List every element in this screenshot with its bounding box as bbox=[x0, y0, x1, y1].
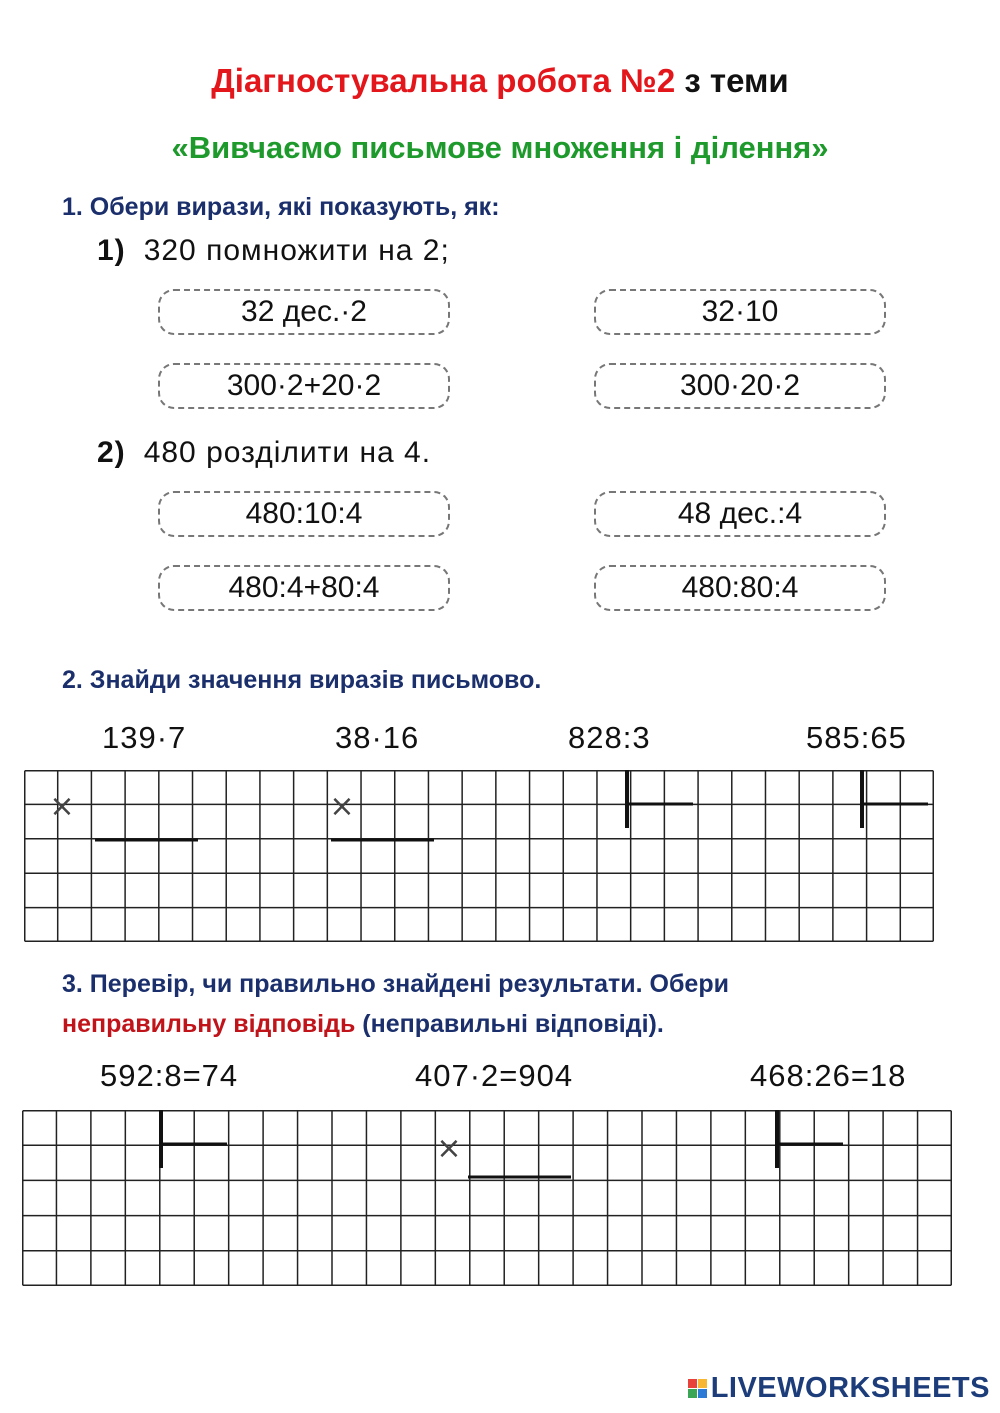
task2-expression-1: 139·7 bbox=[102, 720, 187, 755]
option-2-3[interactable]: 480:4+80:4 bbox=[158, 565, 450, 611]
task1-heading: 1. Обери вирази, які показують, як: bbox=[62, 193, 500, 221]
option-2-4[interactable]: 480:80:4 bbox=[594, 565, 886, 611]
part2-text: 480 розділити на 4. bbox=[143, 436, 432, 469]
task3-heading-line2 bbox=[62, 1010, 664, 1039]
task2-expression-4: 585:65 bbox=[806, 720, 907, 755]
task3-heading-red: неправильну відповідь bbox=[62, 1010, 356, 1038]
task3-expression-1: 592:8=74 bbox=[100, 1058, 239, 1093]
part2-number: 2) bbox=[97, 436, 126, 469]
worksheet-title bbox=[0, 62, 1000, 100]
option-2-2[interactable]: 48 дес.:4 bbox=[594, 491, 886, 537]
option-1-3[interactable]: 300·2+20·2 bbox=[158, 363, 450, 409]
grid-lines bbox=[25, 771, 934, 942]
part1-text: 320 помножити на 2; bbox=[143, 234, 450, 267]
option-2-1[interactable]: 480:10:4 bbox=[158, 491, 450, 537]
logo-blocks-icon bbox=[688, 1379, 707, 1398]
task2-expression-2: 38·16 bbox=[335, 720, 420, 755]
task1-part2 bbox=[97, 436, 431, 470]
logo-text: LIVEWORKSHEETS bbox=[710, 1372, 990, 1404]
task2-heading: 2. Знайди значення виразів письмово. bbox=[62, 666, 542, 694]
task2-answer-grid[interactable] bbox=[24, 770, 934, 942]
task2-expression-3: 828:3 bbox=[568, 720, 651, 755]
title-suffix: з теми bbox=[684, 62, 789, 99]
multiply-sign-icon: × bbox=[436, 1131, 462, 1166]
option-1-1[interactable]: 32 дес.·2 bbox=[158, 289, 450, 335]
task3-answer-grid[interactable] bbox=[22, 1110, 952, 1286]
task3-expression-3: 468:26=18 bbox=[750, 1058, 907, 1093]
multiply-sign-icon: × bbox=[329, 789, 355, 824]
task3-heading-tail: (неправильні відповіді). bbox=[362, 1010, 664, 1038]
task3-expression-2: 407·2=904 bbox=[415, 1058, 574, 1093]
option-1-4[interactable]: 300·20·2 bbox=[594, 363, 886, 409]
part1-number: 1) bbox=[97, 234, 126, 267]
option-1-2[interactable]: 32·10 bbox=[594, 289, 886, 335]
task1-part1 bbox=[97, 234, 450, 268]
title-main: Діагностувальна робота №2 bbox=[211, 62, 676, 99]
multiply-sign-icon: × bbox=[49, 789, 75, 824]
worksheet-subtitle: «Вивчаємо письмове множення і ділення» bbox=[171, 130, 829, 165]
liveworksheets-logo[interactable] bbox=[688, 1372, 990, 1405]
task3-heading-line1: 3. Перевір, чи правильно знайдені результати. Обери bbox=[62, 970, 729, 998]
